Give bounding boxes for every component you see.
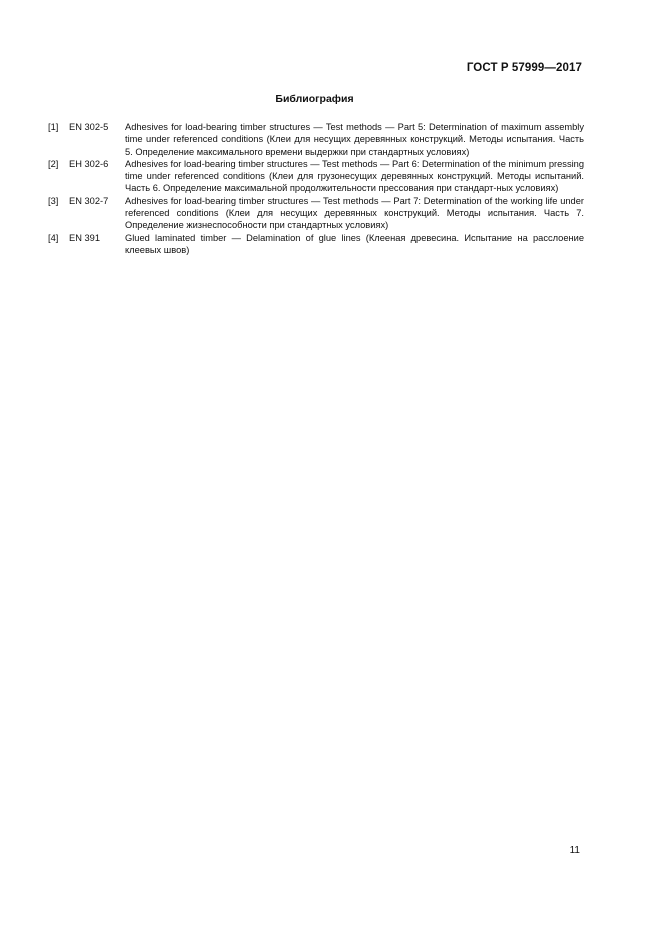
bibliography-entry-4 bbox=[48, 232, 584, 257]
entry-text: Adhesives for load-bearing timber structures — Test methods — Part 6: Determination of the minimum pressing time under referenced conditions (Клеи для грузонесущих деревянных конструкций. Методы испытаний. Часть 6. Определение максимальной продолжительности прессования при стандарт-ных условиях) bbox=[125, 158, 584, 194]
entry-text: Glued laminated timber — Delamination of glue lines (Клееная древесина. Испытание на расслоение клеевых швов) bbox=[125, 232, 584, 255]
entry-number: [3] bbox=[48, 195, 59, 206]
entry-number: [1] bbox=[48, 122, 59, 132]
entry-number: [2] bbox=[48, 158, 59, 169]
entry-text: Adhesives for load-bearing timber structures — Test methods — Part 7: Determination of the working life under referenced conditions (Клеи для несущих деревянных конструкций. Методы испытания. Часть 7. Определение жизнеспособности при стандартных условиях) bbox=[125, 195, 584, 231]
entry-code: EH 302-6 bbox=[69, 158, 109, 169]
bibliography-entry-1 bbox=[48, 121, 584, 158]
bibliography-title: Библиография bbox=[275, 93, 354, 105]
entry-code: EN 302-7 bbox=[69, 195, 109, 206]
entry-text: Adhesives for load-bearing timber structures — Test methods — Part 5: Determination of maximum assembly time under referenced conditions (Клеи для несущих деревянных конструкций. Методы испытания. Часть 5. Определение максимального времени выдержки при стандартных условиях) bbox=[125, 122, 584, 157]
bibliography-list bbox=[48, 121, 584, 256]
entry-code: EN 302-5 bbox=[69, 122, 109, 132]
bibliography-entry-3 bbox=[48, 195, 584, 232]
page-number: 11 bbox=[569, 845, 580, 856]
bibliography-entry-2 bbox=[48, 158, 584, 195]
entry-code: EN 391 bbox=[69, 232, 101, 243]
document-standard-header: ГОСТ Р 57999—2017 bbox=[466, 62, 582, 74]
entry-number: [4] bbox=[48, 232, 59, 243]
